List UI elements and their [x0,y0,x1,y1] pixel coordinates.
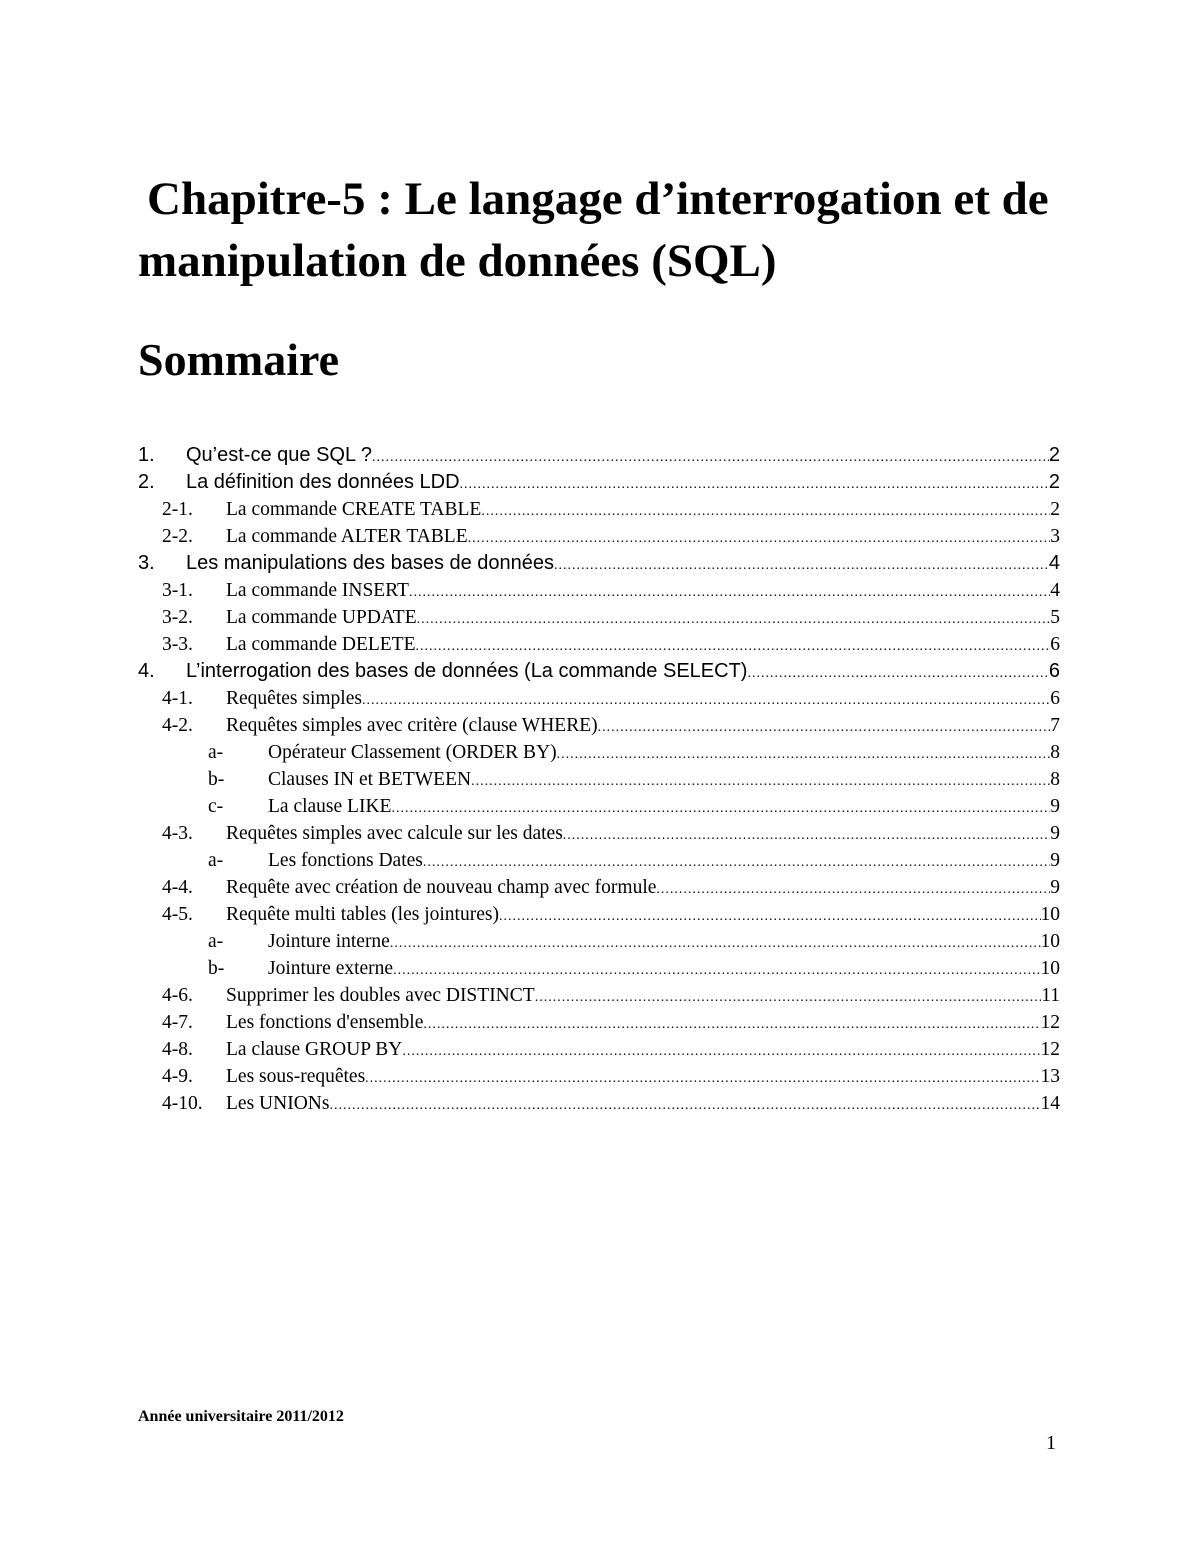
toc-entry-page: 9 [1050,850,1060,871]
toc-entry-label: La clause GROUP BY [226,1039,403,1060]
toc-entry-page: 9 [1050,877,1060,898]
toc-dot-leader [402,1038,1040,1065]
chapter-title-line-2: manipulation de données (SQL) [138,235,777,287]
toc-entry[interactable] [138,550,1060,577]
toc-dot-leader [329,1092,1040,1119]
toc-entry-label: La commande CREATE TABLE [226,499,482,520]
toc-entry[interactable] [138,631,1060,658]
toc-entry-page: 8 [1050,742,1060,763]
toc-entry[interactable] [138,847,1060,874]
toc-entry-page: 12 [1040,1039,1060,1060]
toc-entry-number: b- [208,769,225,790]
toc-entry-page: 3 [1050,526,1060,547]
toc-entry[interactable] [138,1036,1060,1063]
toc-entry-number: 4. [138,660,155,682]
toc-entry-label: La définition des données LDD [186,471,460,493]
toc-dot-leader [417,606,1051,633]
toc-entry-label: Les manipulations des bases de données [186,552,555,574]
toc-entry[interactable] [138,1063,1060,1090]
toc-entry[interactable] [138,766,1060,793]
toc-dot-leader [598,714,1051,741]
toc-entry[interactable] [138,739,1060,766]
toc-entry-number: b- [208,958,225,979]
toc-dot-leader [423,849,1050,876]
toc-entry[interactable] [138,496,1060,523]
toc-entry-number: 4-9. [162,1066,193,1087]
toc-entry-number: 4-7. [162,1012,193,1033]
toc-entry-page: 4 [1050,580,1060,601]
toc-entry-number: a- [208,850,224,871]
toc-entry[interactable] [138,982,1060,1009]
toc-entry[interactable] [138,469,1060,496]
toc-dot-leader [423,1011,1040,1038]
toc-entry-number: 3-3. [162,634,193,655]
toc-entry[interactable] [138,955,1060,982]
toc-entry-label: Jointure externe [268,958,394,979]
toc-dot-leader [372,444,1049,471]
toc-entry[interactable] [138,685,1060,712]
toc-entry[interactable] [138,1090,1060,1117]
toc-entry-number: a- [208,931,224,952]
toc-entry-page: 6 [1048,660,1060,682]
toc-entry-label: Requêtes simples [226,688,362,709]
toc-dot-leader [535,984,1042,1011]
toc-dot-leader [393,957,1040,984]
toc-entry-page: 14 [1040,1093,1060,1114]
toc-entry[interactable] [138,1009,1060,1036]
toc-dot-leader [391,795,1050,822]
toc-entry-label: La commande INSERT [226,580,409,601]
toc-entry-number: 2-1. [162,499,193,520]
toc-entry-label: Jointure interne [268,931,390,952]
toc-entry-page: 7 [1050,715,1060,736]
toc-dot-leader [362,687,1050,714]
toc-entry-number: 3-2. [162,607,193,628]
toc-entry[interactable] [138,442,1060,469]
toc-entry-label: Requêtes simples avec calcule sur les dates [226,823,563,844]
toc-dot-leader [416,633,1051,660]
toc-entry-page: 4 [1048,552,1060,574]
footer-academic-year: Année universitaire 2011/2012 [138,1408,344,1425]
toc-entry-page: 13 [1040,1066,1060,1087]
toc-entry-number: 1. [138,444,155,466]
toc-entry-page: 2 [1048,471,1060,493]
toc-entry-label: La commande UPDATE [226,607,417,628]
toc-entry[interactable] [138,577,1060,604]
toc-entry[interactable] [138,928,1060,955]
toc-dot-leader [471,768,1050,795]
toc-entry-label: La clause LIKE [268,796,392,817]
toc-entry-page: 2 [1048,444,1060,466]
toc-dot-leader [747,660,1048,687]
toc-dot-leader [460,471,1049,498]
toc-entry-number: 2-2. [162,526,193,547]
toc-entry-number: 4-8. [162,1039,193,1060]
toc-entry[interactable] [138,604,1060,631]
toc-entry-number: 4-5. [162,904,193,925]
toc-entry-page: 9 [1050,796,1060,817]
chapter-title-line-1: Chapitre-5 : Le langage d’interrogation et de [147,173,1049,225]
toc-entry-page: 12 [1040,1012,1060,1033]
toc-entry-label: Les fonctions Dates [268,850,423,871]
toc-dot-leader [409,579,1050,606]
toc-entry-page: 6 [1050,634,1060,655]
toc-dot-leader [557,741,1051,768]
toc-entry-number: 4-10. [162,1093,203,1114]
footer-page-number: 1 [1046,1432,1056,1454]
toc-dot-leader [468,525,1051,552]
toc-dot-leader [656,876,1050,903]
toc-entry-label: Requête avec création de nouveau champ avec formule [226,877,657,898]
toc-entry-number: 2. [138,471,155,493]
toc-entry-number: 3-1. [162,580,193,601]
toc-entry[interactable] [138,793,1060,820]
toc-entry-label: La commande DELETE [226,634,416,655]
toc-entry[interactable] [138,820,1060,847]
toc-entry-page: 2 [1050,499,1060,520]
toc-entry-page: 6 [1050,688,1060,709]
toc-entry-label: Opérateur Classement (ORDER BY) [268,742,557,763]
toc-entry-label: Requête multi tables (les jointures) [226,904,499,925]
toc-entry-number: 4-4. [162,877,193,898]
toc-entry[interactable] [138,712,1060,739]
toc-entry[interactable] [138,874,1060,901]
toc-entry-number: 4-6. [162,985,193,1006]
toc-entry-page: 9 [1050,823,1060,844]
toc-entry-label: Les sous-requêtes [226,1066,366,1087]
toc-entry-page: 10 [1040,904,1060,925]
toc-dot-leader [499,903,1041,930]
toc-entry-label: Clauses IN et BETWEEN [268,769,472,790]
toc-entry[interactable] [138,901,1060,928]
toc-entry-number: 4-1. [162,688,193,709]
toc-entry-label: La commande ALTER TABLE [226,526,468,547]
toc-entry[interactable] [138,658,1060,685]
toc-entry-label: Requêtes simples avec critère (clause WHERE) [226,715,598,736]
chapter-title [138,168,1098,292]
toc-dot-leader [554,552,1049,579]
toc-entry-label: L’interrogation des bases de données (La commande SELECT) [186,660,748,682]
toc-entry-page: 10 [1040,958,1060,979]
toc-entry[interactable] [138,523,1060,550]
toc-entry-number: 4-3. [162,823,193,844]
toc-dot-leader [563,822,1050,849]
toc-entry-label: Qu’est-ce que SQL ? [186,444,373,466]
toc-entry-label: Supprimer les doubles avec DISTINCT [226,985,535,1006]
toc-entry-label: Les UNIONs [226,1093,330,1114]
toc-entry-number: 4-2. [162,715,193,736]
toc-entry-number: 3. [138,552,155,574]
toc-dot-leader [365,1065,1040,1092]
toc-dot-leader [481,498,1050,525]
toc-entry-page: 5 [1050,607,1060,628]
summary-heading: Sommaire [138,334,340,385]
toc-entry-page: 11 [1041,985,1060,1006]
toc-entry-number: c- [208,796,224,817]
table-of-contents [138,442,1060,1117]
toc-entry-label: Les fonctions d'ensemble [226,1012,424,1033]
toc-dot-leader [390,930,1041,957]
toc-entry-page: 8 [1050,769,1060,790]
toc-entry-page: 10 [1040,931,1060,952]
toc-entry-number: a- [208,742,224,763]
